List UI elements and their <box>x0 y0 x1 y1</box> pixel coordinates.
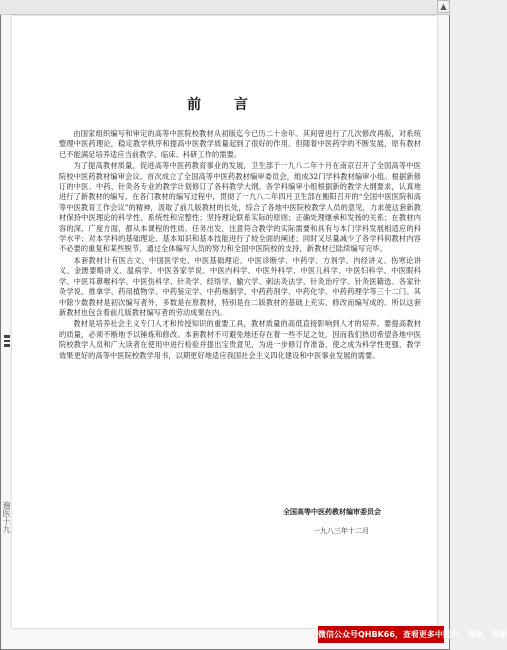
triangle-up-icon: ▲ <box>440 2 447 11</box>
watermark-banner: 微信公众号QHBK66，查看更多中医书、视频、音频 <box>318 626 444 643</box>
preface-body <box>59 129 421 362</box>
paragraph: 本套教材计有医古文、中国医学史、中医基础理论、中医诊断学、中药学、方剂学、内经讲义、伤寒论讲义、金匮要略讲义、温病学、中医各家学说、中医内科学、中医外科学、中医儿科学、中医妇科学、中医眼科学、中医耳鼻喉科学、中医伤科学、针灸学、经络学、腧穴学、刺法灸法学、针灸治疗学、针灸医籍选、各家针灸学说、推拿学、药用植物学、中药鉴定学、中药炮制学、中药药剂学、中药化学、中药药理学等三十二门。其中除少数教材是初次编写者外，多数是在原教材，特别是在二版教材的基础上充实、修改而编写成的。所以这套新教材也包含着前几版教材编写者的劳动成果在内。 <box>59 255 421 317</box>
page-edge-mark-icon <box>4 335 10 347</box>
paragraph: 由国家组织编写和审定的高等中医院校教材从初版迄今已历二十余年。其间曾进行了几次修改再版，对系统整理中医药理论，稳定教学秩序和提高中医教学质量起到了很好的作用。但随着中医药学的不断发展，原有教材已不能满足培养适应当前教学、临床、科研工作的需要。 <box>59 129 421 159</box>
scroll-up-button[interactable] <box>437 0 450 13</box>
page-title: 前 言 <box>187 97 262 113</box>
paragraph: 为了提高教材质量，促进高等中医药教育事业的发展，卫生部于一九八二年十月在南京召开了全国高等中医院校中医药教材编审会议。首次成立了全国高等中医药教材编审委员会，组成32门学科教材编审小组。根据新修订的中医、中药、针灸各专业的教学计划修订了各科教学大纲。各学科编审小组根据新的教学大纲要求，认真地进行了新教材的编写。在各门教材的编写过程中，贯彻了一九八二年四月卫生部在衡阳召开的“全国中医医院和高等中医教育工作会议”的精神，汲取了前几版教材的长处，综合了各地中医院校教学人员的意见，力求使这套新教材保持中医理论的科学性、系统性和完整性；坚持理论联系实际的原则；正确处理继承和发扬的关系；在教材内容的深、广度方面，都从本课程的性质、任务出发，注意符合教学的实际需要和具有与本门学科发展相适应的科学水平；对本学科的基础理论、基本知识和基本技能进行了较全面的阐述；同时又尽量减少了各学科间教材内容不必要的重复和某些脱节。通过全体编写人员的努力和全国中医院校的支持，新教材已陆续编写完毕。 <box>59 161 421 254</box>
document-page <box>12 16 437 628</box>
date: 一九八三年十二月 <box>313 527 369 535</box>
viewer-titlebar <box>0 0 450 15</box>
margin-stamp: 遍医十九 <box>2 501 11 533</box>
signature: 全国高等中医药教材编审委员会 <box>283 507 381 516</box>
paragraph: 教材是培养社会主义专门人才和传授知识的重要工具，教材质量的高低直接影响到人才的培养。要提高教材的质量，必须不断地予以锤炼和修改。本套教材不可避免地还存在着一些不足之处，因而我们热切希望各地中医院校教学人员和广大读者在使用中进行检验并提出宝贵意见，为进一步修订作准备，使之成为科学性更强、教学效果更好的高等中医院校教学用书，以期更好地适应我国社会主义四化建设和中医事业发展的需要。 <box>59 319 421 360</box>
